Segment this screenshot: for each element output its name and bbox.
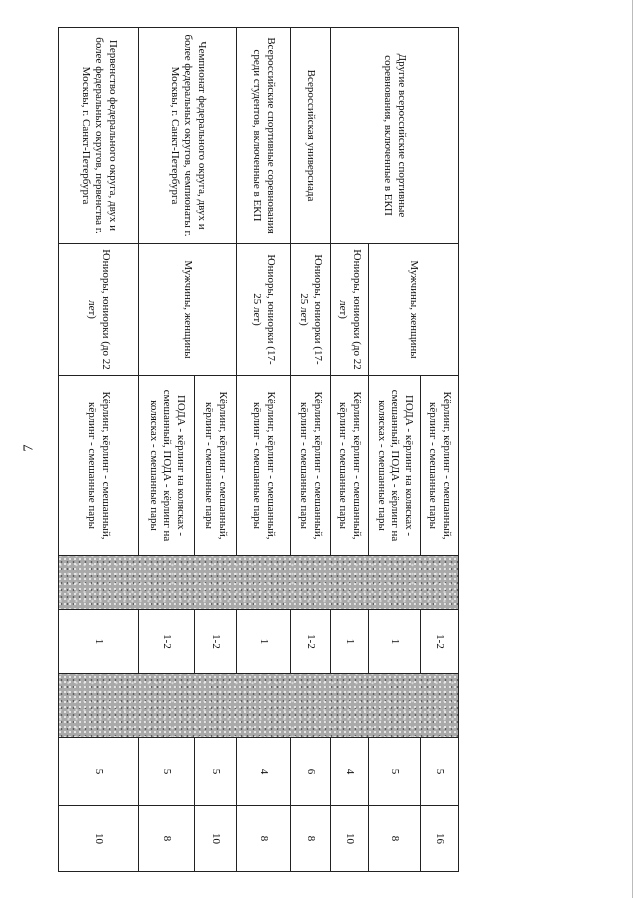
count: 5 [59,738,139,806]
event-name: Чемпионат федерального округа, двух и более федеральных округов, чемпионаты г. Москвы, г. Санкт-Петербурга [139,28,237,244]
place: 1 [59,610,139,674]
discipline: Кёрлинг, кёрлинг - смешанный, кёрлинг - смешанные пары [195,376,237,556]
shaded-column [59,556,459,610]
participant-group: Мужчины, женщины [139,244,237,376]
age: 8 [291,806,331,872]
event-name: Всероссийские спортивные соревнования среди студентов, включенные в ЕКП [237,28,291,244]
place: 1-2 [291,610,331,674]
rotated-table-container [59,27,459,871]
page-number: 7 [21,444,37,452]
table-row [291,28,331,872]
participant-group: Юниоры, юниорки (17-25 лет) [291,244,331,376]
place: 1 [369,610,421,674]
place: 1 [331,610,369,674]
participant-group: Юниоры, юниорки (17-25 лет) [237,244,291,376]
discipline: Кёрлинг, кёрлинг - смешанный, кёрлинг - смешанные пары [237,376,291,556]
event-name: Всероссийская универсиада [291,28,331,244]
count: 5 [421,738,459,806]
event-name: Другие всероссийские спортивные соревнования, включенные в ЕКП [331,28,459,244]
age: 8 [237,806,291,872]
discipline: ПОДА - кёрлинг на колясках - смешанный, ПОДА - кёрлинг на колясках - смешанные пары [369,376,421,556]
place: 1 [237,610,291,674]
discipline: Кёрлинг, кёрлинг - смешанный, кёрлинг - смешанные пары [331,376,369,556]
participant-group: Юниоры, юниорки (до 22 лет) [331,244,369,376]
event-name: Первенство федерального округа, двух и более федеральных округов, первенства г. Москвы, г. Санкт-Петербурга [59,28,139,244]
count: 6 [291,738,331,806]
discipline: ПОДА - кёрлинг на колясках - смешанный, ПОДА - кёрлинг на колясках - смешанные пары [139,376,195,556]
age: 10 [59,806,139,872]
age: 8 [369,806,421,872]
shaded-column [59,674,459,738]
count: 5 [369,738,421,806]
table-row [237,28,291,872]
table-row [195,28,237,872]
discipline: Кёрлинг, кёрлинг - смешанный, кёрлинг - смешанные пары [59,376,139,556]
count: 4 [237,738,291,806]
discipline: Кёрлинг, кёрлинг - смешанный, кёрлинг - смешанные пары [421,376,459,556]
participant-group: Юниоры, юниорки (до 22 лет) [59,244,139,376]
participant-group: Мужчины, женщины [369,244,459,376]
place: 1-2 [195,610,237,674]
place: 1-2 [139,610,195,674]
count: 5 [139,738,195,806]
age: 8 [139,806,195,872]
discipline: Кёрлинг, кёрлинг - смешанный, кёрлинг - смешанные пары [291,376,331,556]
table-row [59,28,139,872]
count: 4 [331,738,369,806]
table-row [421,28,459,872]
age: 16 [421,806,459,872]
age: 10 [195,806,237,872]
scan-edge-line [632,0,633,898]
place: 1-2 [421,610,459,674]
competition-table [58,27,459,872]
age: 10 [331,806,369,872]
count: 5 [195,738,237,806]
